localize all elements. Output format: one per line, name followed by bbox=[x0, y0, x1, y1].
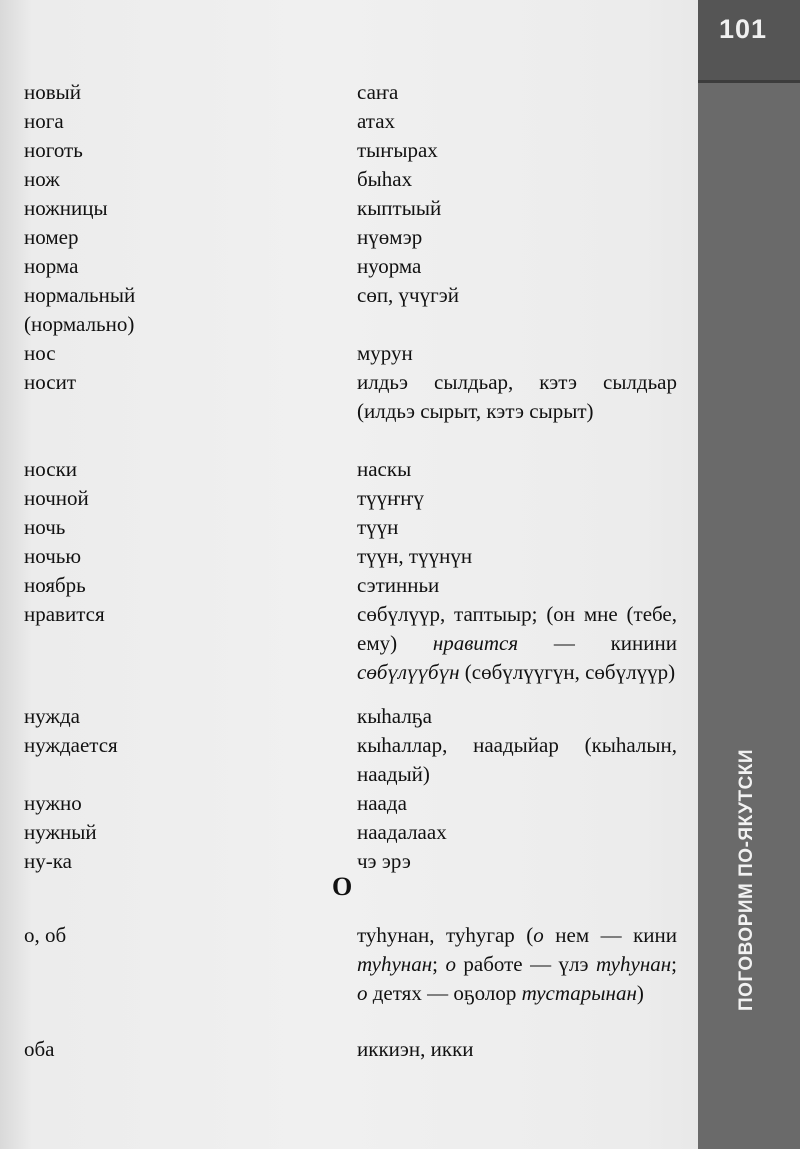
russian-headword: нос bbox=[24, 341, 56, 365]
yakut-translation: быһах bbox=[357, 167, 413, 191]
russian-headword: (нормально) bbox=[24, 312, 135, 336]
yakut-translation: тыҥырах bbox=[357, 138, 438, 162]
russian-headword: номер bbox=[24, 225, 79, 249]
russian-headword: ну-ка bbox=[24, 849, 72, 873]
text-fragment: (сөбүлүүгүн, сөбүлүүр) bbox=[459, 660, 676, 684]
russian-headword: нужный bbox=[24, 820, 97, 844]
italic-fragment: туһунан bbox=[596, 952, 672, 976]
yakut-translation: кыһаллар, наадыйар (кыһалын, наадый) bbox=[357, 733, 677, 786]
yakut-translation bbox=[357, 600, 677, 687]
yakut-translation: түүҥҥү bbox=[357, 486, 424, 510]
russian-headword: новый bbox=[24, 80, 82, 104]
yakut-translation: илдьэ сылдьар, кэтэ сылдьар (илдьэ сырыт, кэтэ сырыт) bbox=[357, 370, 677, 423]
russian-headword: ночь bbox=[24, 515, 66, 539]
text-fragment: — кинини bbox=[518, 631, 677, 655]
russian-headword: нога bbox=[24, 109, 64, 133]
russian-headword: носит bbox=[24, 370, 76, 394]
yakut-translation: мурун bbox=[357, 341, 413, 365]
yakut-translation: саҥа bbox=[357, 80, 399, 104]
russian-headword: о, об bbox=[24, 923, 67, 947]
text-fragment: детях — оҕолор bbox=[367, 981, 522, 1005]
russian-headword: нравится bbox=[24, 602, 105, 626]
italic-fragment: сөбүлүүбүн bbox=[357, 660, 460, 684]
russian-headword: носки bbox=[24, 457, 78, 481]
yakut-translation: иккиэн, икки bbox=[357, 1037, 474, 1061]
yakut-translation: наскы bbox=[357, 457, 412, 481]
text-fragment: работе — үлэ bbox=[455, 952, 597, 976]
italic-fragment: тустарынан bbox=[521, 981, 637, 1005]
yakut-translation: нүөмэр bbox=[357, 225, 423, 249]
russian-headword: нуждается bbox=[24, 733, 118, 757]
russian-headword: ножницы bbox=[24, 196, 108, 220]
text-fragment: ) bbox=[636, 981, 644, 1005]
russian-headword: нож bbox=[24, 167, 60, 191]
russian-headword: ночной bbox=[24, 486, 89, 510]
text-fragment: ; bbox=[671, 952, 677, 976]
yakut-translation: сэтинньи bbox=[357, 573, 440, 597]
yakut-translation: сөп, үчүгэй bbox=[357, 283, 459, 307]
side-caption: ПОГОВОРИМ ПО-ЯКУТСКИ bbox=[736, 748, 757, 1012]
italic-fragment: о bbox=[445, 952, 456, 976]
russian-headword: норма bbox=[24, 254, 79, 278]
page-number-box bbox=[698, 0, 800, 83]
italic-fragment: о bbox=[357, 981, 368, 1005]
text-fragment: сөбүлүүр, таптыыр; (он мне (тебе, ему) bbox=[357, 602, 677, 655]
yakut-translation: нуорма bbox=[357, 254, 422, 278]
italic-fragment: туһунан bbox=[357, 952, 433, 976]
yakut-translation: наада bbox=[357, 791, 407, 815]
russian-headword: нормальный bbox=[24, 283, 136, 307]
text-fragment: туһунан, туһугар ( bbox=[357, 923, 534, 947]
russian-headword: ноябрь bbox=[24, 573, 86, 597]
yakut-translation: кыһалҕа bbox=[357, 704, 432, 728]
side-caption-wrap bbox=[722, 640, 772, 1120]
italic-fragment: о bbox=[533, 923, 544, 947]
yakut-translation: чэ эрэ bbox=[357, 849, 411, 873]
text-fragment: ; bbox=[432, 952, 446, 976]
page-number: 101 bbox=[718, 14, 768, 44]
yakut-translation: түүн, түүнүн bbox=[357, 544, 473, 568]
russian-headword: ночью bbox=[24, 544, 82, 568]
russian-headword: оба bbox=[24, 1037, 55, 1061]
section-letter: О bbox=[332, 872, 353, 901]
yakut-translation: наадалаах bbox=[357, 820, 447, 844]
yakut-translation bbox=[357, 921, 677, 1008]
yakut-translation: түүн bbox=[357, 515, 399, 539]
text-fragment: нем — кини bbox=[543, 923, 678, 947]
russian-headword: ноготь bbox=[24, 138, 83, 162]
russian-headword: нужно bbox=[24, 791, 82, 815]
russian-headword: нужда bbox=[24, 704, 80, 728]
yakut-translation: атах bbox=[357, 109, 396, 133]
italic-fragment: нравится bbox=[432, 631, 519, 655]
yakut-translation: кыптыый bbox=[357, 196, 442, 220]
